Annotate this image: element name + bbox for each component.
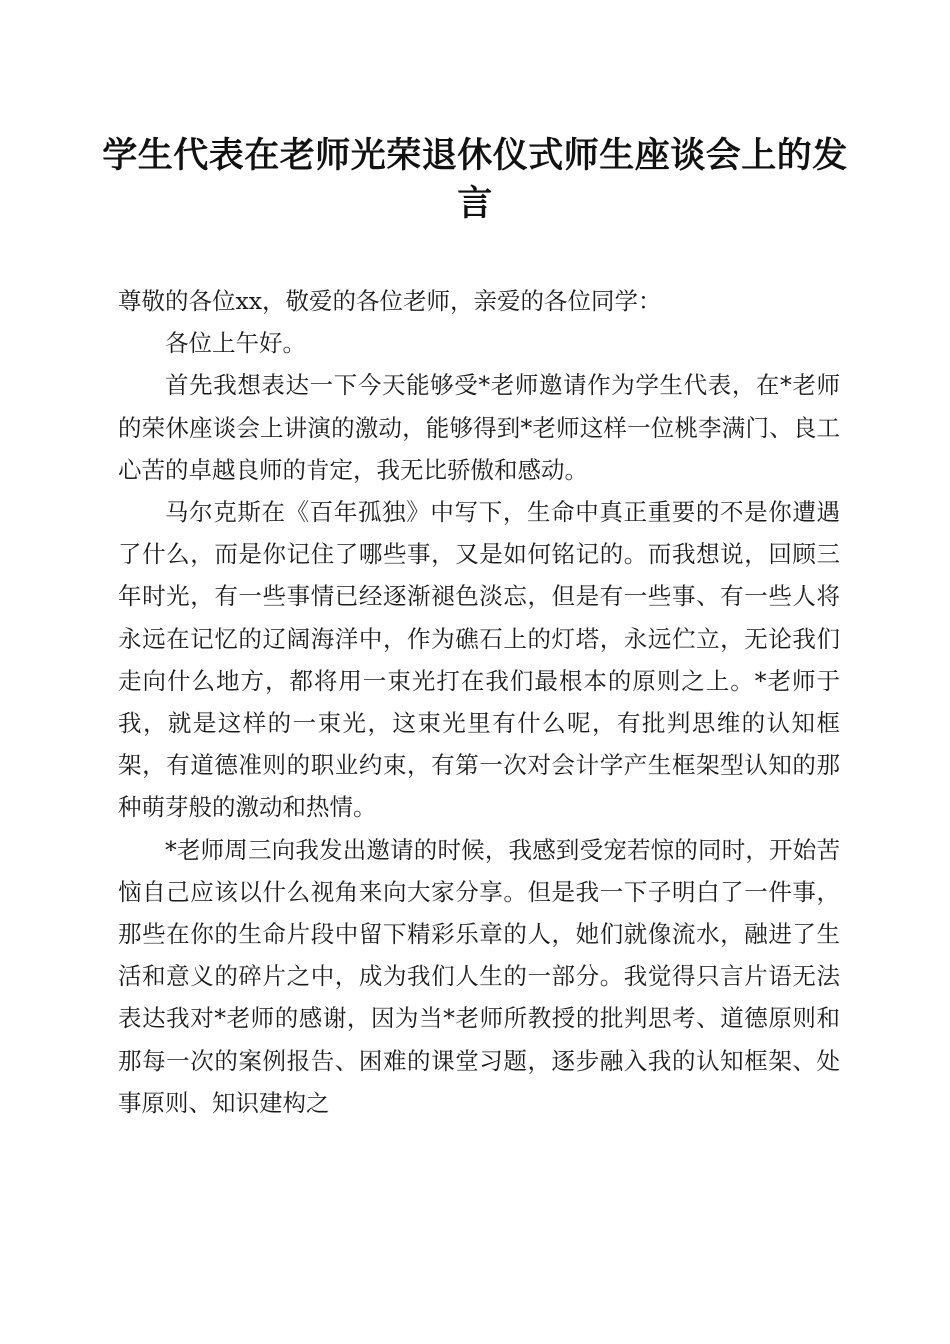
document-title: 学生代表在老师光荣退休仪式师生座谈会上的发言	[102, 135, 848, 224]
paragraph-gratitude: 首先我想表达一下今天能够受*老师邀请作为学生代表，在*老师的荣休座谈会上讲演的激动，能够得到*老师这样一位桃李满门、良工心苦的卓越良师的肯定，我无比骄傲和感动。	[118, 371, 840, 484]
paragraph-greeting: 各位上午好。	[165, 329, 306, 358]
paragraph-invitation: *老师周三向我发出邀请的时候，我感到受宠若惊的同时，开始苦恼自己应该以什么视角来向大家分享。但是我一下子明白了一件事，那些在你的生命片段中留下精彩乐章的人，她们就像流水，融进了生活和意义的碎片之中，成为我们人生的一部分。我觉得只言片语无法表达我对*老师的感谢，因为当*老师所教授的批判思考、道德原则和那每一次的案例报告、困难的课堂习题，逐步融入我的认知框架、处事原则、知识建构之	[118, 835, 840, 1117]
paragraph-memory: 马尔克斯在《百年孤独》中写下，生命中真正重要的不是你遭遇了什么，而是你记住了哪些事，又是如何铭记的。而我想说，回顾三年时光，有一些事情已经逐渐褪色淡忘，但是有一些事、有一些人将永远在记忆的辽阔海洋中，作为礁石上的灯塔，永远伫立，无论我们走向什么地方，都将用一束光打在我们最根本的原则之上。*老师于我，就是这样的一束光，这束光里有什么呢，有批判思维的认知框架，有道德准则的职业约束，有第一次对会计学产生框架型认知的那种萌芽般的激动和热情。	[118, 498, 840, 822]
document-body	[118, 280, 840, 1124]
salutation: 尊敬的各位xx，敬爱的各位老师，亲爱的各位同学：	[118, 287, 662, 315]
